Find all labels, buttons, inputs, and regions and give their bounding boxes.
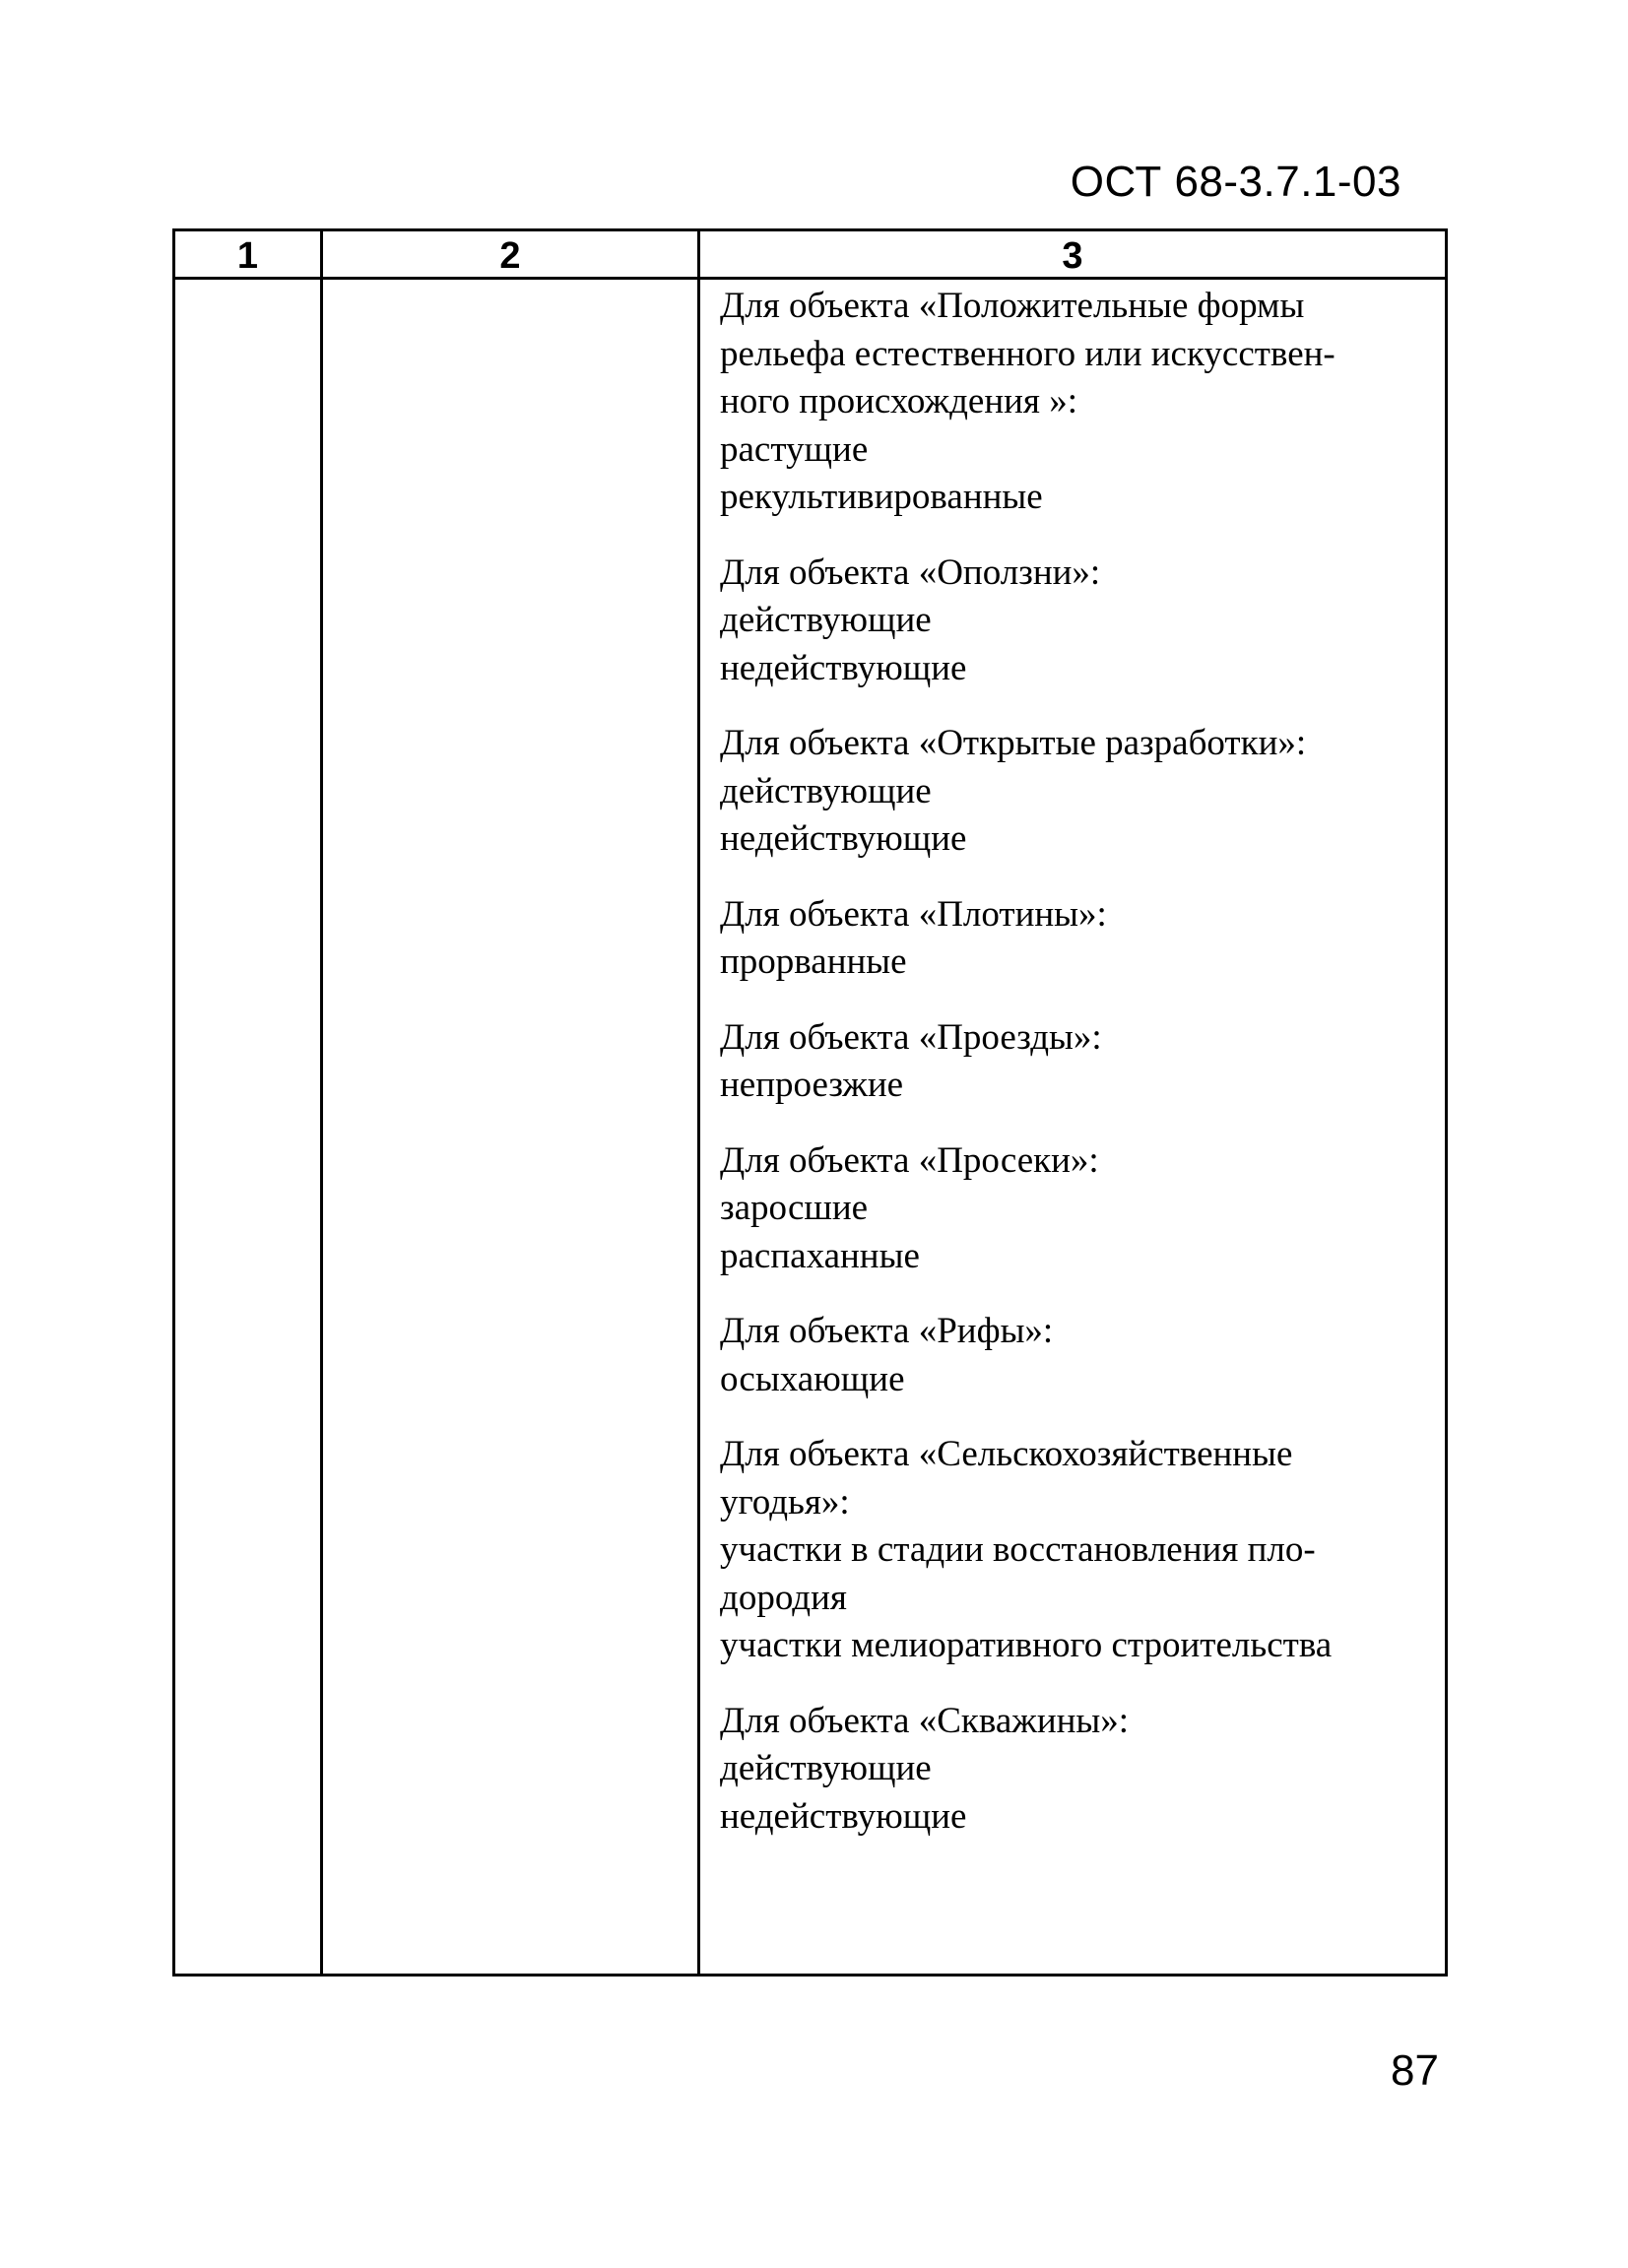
object-block	[720, 550, 1449, 693]
object-heading: Для объекта «Плотины»:	[720, 893, 1107, 935]
object-line: заросшие	[720, 1188, 869, 1228]
object-block	[720, 1014, 1449, 1110]
object-line: рельефа естественного или искусствен-	[720, 333, 1335, 374]
object-line: участки в стадии восстановления пло-	[720, 1529, 1316, 1570]
object-line: участки мелиоративного строительства	[720, 1625, 1333, 1665]
object-block	[720, 1431, 1449, 1670]
object-line: ного происхождения »:	[720, 381, 1077, 421]
object-block	[720, 720, 1449, 864]
object-line: растущие	[720, 428, 869, 470]
column-header-3: 3	[1062, 235, 1083, 277]
header-divider	[175, 277, 1445, 280]
object-line: непроезжие	[720, 1065, 904, 1105]
object-line: осыхающие	[720, 1358, 905, 1399]
object-line: действующие	[720, 600, 932, 640]
data-table	[172, 228, 1448, 1976]
object-block	[720, 1698, 1449, 1842]
object-line: недействующие	[720, 1795, 967, 1837]
object-line: дородия	[720, 1577, 847, 1618]
object-heading: Для объекта «Сельскохозяйственные	[720, 1434, 1293, 1474]
object-line: рекультивированные	[720, 477, 1043, 517]
object-line: недействующие	[720, 818, 967, 859]
object-line: угодья»:	[720, 1481, 850, 1523]
object-heading: Для объекта «Положительные формы	[720, 286, 1305, 326]
document-code: ОСТ 68-3.7.1-03	[1070, 158, 1401, 206]
object-block	[720, 891, 1449, 987]
object-block	[720, 1308, 1449, 1403]
object-block	[720, 1137, 1449, 1281]
page-number: 87	[1391, 2046, 1439, 2095]
object-line: действующие	[720, 1748, 932, 1788]
object-heading: Для объекта «Скважины»:	[720, 1700, 1130, 1741]
object-heading: Для объекта «Рифы»:	[720, 1311, 1054, 1351]
object-line: недействующие	[720, 647, 967, 688]
object-line: распаханные	[720, 1235, 920, 1276]
column-3-content	[720, 283, 1449, 1868]
object-heading: Для объекта «Просеки»:	[720, 1139, 1099, 1181]
column-header-1: 1	[236, 235, 259, 277]
column-header-2: 2	[499, 235, 521, 277]
object-block	[720, 283, 1449, 522]
object-heading: Для объекта «Открытые разработки»:	[720, 723, 1307, 763]
column-divider	[697, 231, 700, 1974]
object-line: действующие	[720, 770, 932, 811]
object-heading: Для объекта «Проезды»:	[720, 1016, 1102, 1058]
object-heading: Для объекта «Оползни»:	[720, 551, 1101, 593]
object-line: прорванные	[720, 941, 907, 982]
column-divider	[320, 231, 323, 1974]
